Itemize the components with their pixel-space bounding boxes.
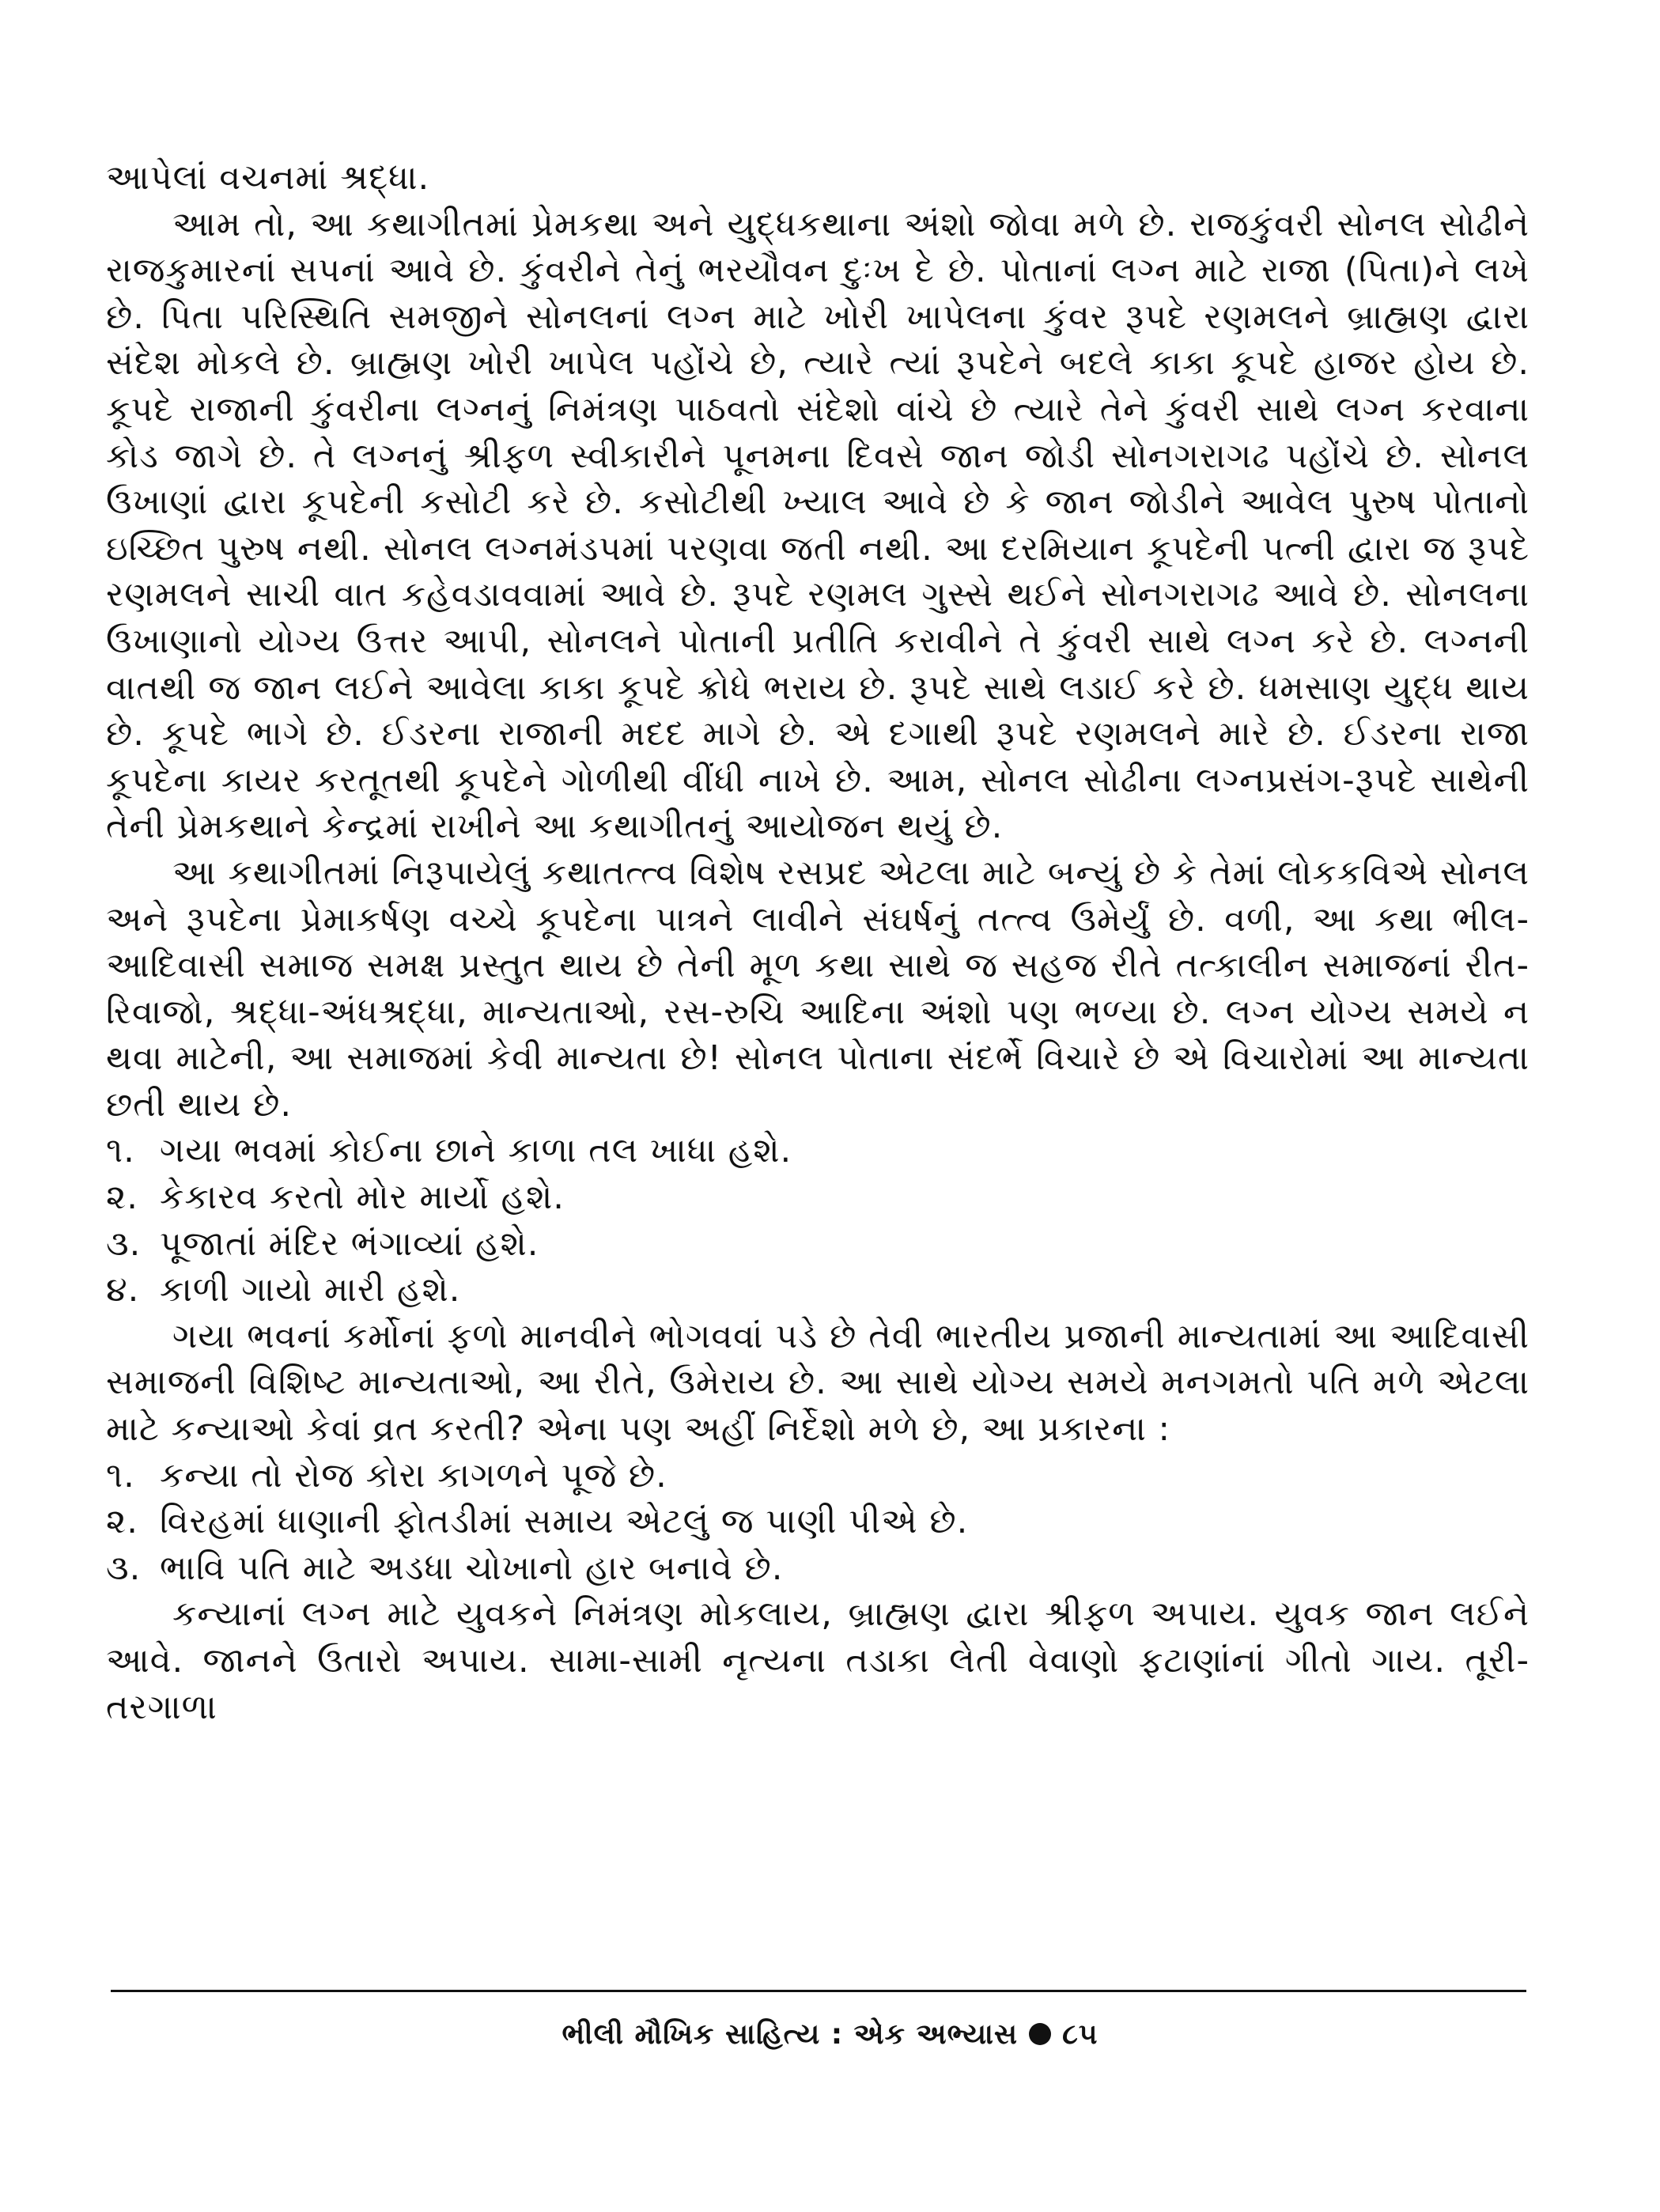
list-item — [106, 1267, 1530, 1314]
page-body — [106, 155, 1530, 1730]
list-item-number: ૨. — [106, 1178, 138, 1218]
list-item — [106, 1128, 1530, 1174]
list-item-number: ૧. — [106, 1455, 135, 1495]
paragraph-continuation: આપેલાં વચનમાં શ્રદ્ધા. — [106, 158, 430, 198]
list-item — [106, 1221, 1530, 1268]
list-item — [106, 1453, 1530, 1499]
list-item-number: ૩. — [106, 1223, 142, 1264]
list-item-text: ગયા ભવમાં કોઈના છાને કાળા તલ ખાધા હશે. — [160, 1131, 792, 1171]
list-item-text: પૂજાતાં મંદિર ભંગાવ્યાં હશે. — [160, 1223, 539, 1264]
paragraph-analysis: આ કથાગીતમાં નિરૂપાયેલું કથાતત્ત્વ વિશેષ રસપ્રદ એટલા માટે બન્યું છે કે તેમાં લોકકવિએ સોનલ અને રૂપદેના પ્રેમાકર્ષણ વચ્ચે કૂપદેના પાત્રને લાવીને સંઘર્ષનું તત્ત્વ ઉમેર્યું છે. વળી, આ કથા ભીલ-આદિવાસી સમાજ સમક્ષ પ્રસ્તુત થાય છે તેની મૂળ કથા સાથે જ સહજ રીતે તત્કાલીન સમાજનાં રીત-રિવાજો, શ્રદ્ધા-અંધશ્રદ્ધા, માન્યતાઓ, રસ-રુચિ આદિના અંશો પણ ભળ્યા છે. લગ્ન યોગ્ય સમયે ન થવા માટેની, આ સમાજમાં કેવી માન્યતા છે! સોનલ પોતાના સંદર્ભે વિચારે છે એ વિચારોમાં આ માન્યતા છતી થાય છે. — [106, 853, 1530, 1125]
list-item-text: વિરહમાં ધાણાની ફોતડીમાં સમાય એટલું જ પાણી પીએ છે. — [160, 1502, 969, 1542]
list-item-text: કાળી ગાયો મારી હશે. — [160, 1270, 461, 1310]
list-item — [106, 1174, 1530, 1221]
paragraph-summary: આમ તો, આ કથાગીતમાં પ્રેમકથા અને યુદ્ધકથાના અંશો જોવા મળે છે. રાજકુંવરી સોનલ સોઢીને રાજકુમારનાં સપનાં આવે છે. કુંવરીને તેનું ભરયૌવન દુઃખ દે છે. પોતાનાં લગ્ન માટે રાજા (પિતા)ને લખે છે. પિતા પરિસ્થિતિ સમજીને સોનલનાં લગ્ન માટે ખોરી ખાપેલના કુંવર રૂપદે રણમલને બ્રાહ્મણ દ્વારા સંદેશ મોકલે છે. બ્રાહ્મણ ખોરી ખાપેલ પહોંચે છે, ત્યારે ત્યાં રૂપદેને બદલે કાકા કૂપદે હાજર હોય છે. કૂપદે રાજાની કુંવરીના લગ્નનું નિમંત્રણ પાઠવતો સંદેશો વાંચે છે ત્યારે તેને કુંવરી સાથે લગ્ન કરવાના કોડ જાગે છે. તે લગ્નનું શ્રીફળ સ્વીકારીને પૂનમના દિવસે જાન જોડી સોનગરાગઢ પહોંચે છે. સોનલ ઉખાણાં દ્વારા કૂપદેની કસોટી કરે છે. કસોટીથી ખ્યાલ આવે છે કે જાન જોડીને આવેલ પુરુષ પોતાનો ઇચ્છિત પુરુષ નથી. સોનલ લગ્નમંડપમાં પરણવા જતી નથી. આ દરમિયાન કૂપદેની પત્ની દ્વારા જ રૂપદે રણમલને સાચી વાત કહેવડાવવામાં આવે છે. રૂપદે રણમલ ગુસ્સે થઈને સોનગરાગઢ આવે છે. સોનલના ઉખાણાનો યોગ્ય ઉત્તર આપી, સોનલને પોતાની પ્રતીતિ કરાવીને તે કુંવરી સાથે લગ્ન કરે છે. લગ્નની વાતથી જ જાન લઈને આવેલા કાકા કૂપદે ક્રોધે ભરાય છે. રૂપદે સાથે લડાઈ કરે છે. ધમસાણ યુદ્ધ થાય છે. કૂપદે ભાગે છે. ઈડરના રાજાની મદદ માગે છે. એ દગાથી રૂપદે રણમલને મારે છે. ઈડરના રાજા કૂપદેના કાયર કરતૂતથી કૂપદેને ગોળીથી વીંધી નાખે છે. આમ, સોનલ સોઢીના લગ્નપ્રસંગ-રૂપદે સાથેની તેની પ્રેમકથાને કેન્દ્રમાં રાખીને આ કથાગીતનું આયોજન થયું છે. — [106, 204, 1530, 847]
footer-divider — [111, 1990, 1526, 1992]
list-item — [106, 1545, 1530, 1592]
paragraph-wedding: કન્યાનાં લગ્ન માટે યુવકને નિમંત્રણ મોકલાય, બ્રાહ્મણ દ્વારા શ્રીફળ અપાય. યુવક જાન લઈને આવે. જાનને ઉતારો અપાય. સામા-સામી નૃત્યના તડાકા લેતી વેવાણો ફટાણાંનાં ગીતો ગાય. તૂરી-તરગાળા — [106, 1594, 1530, 1727]
vows-list — [106, 1453, 1530, 1592]
page-number: ૮૫ — [1062, 2018, 1098, 2051]
list-item-text: ભાવિ પતિ માટે અડધા ચોખાનો હાર બનાવે છે. — [160, 1548, 784, 1588]
list-item-number: ૨. — [106, 1502, 138, 1542]
list-item-number: ૧. — [106, 1131, 135, 1171]
list-item-text: કન્યા તો રોજ કોરા કાગળને પૂજે છે. — [160, 1455, 667, 1495]
bullet-icon — [1029, 2023, 1051, 2045]
list-item-text: કેકારવ કરતો મોર માર્યો હશે. — [160, 1178, 565, 1218]
beliefs-list — [106, 1128, 1530, 1313]
list-item — [106, 1499, 1530, 1545]
book-title: ભીલી મૌખિક સાહિત્ય : એક અભ્યાસ — [562, 2018, 1019, 2051]
paragraph-vows: ગયા ભવનાં કર્મોનાં ફળો માનવીને ભોગવવાં પડે છે તેવી ભારતીય પ્રજાની માન્યતામાં આ આદિવાસી સમાજની વિશિષ્ટ માન્યતાઓ, આ રીતે, ઉમેરાય છે. આ સાથે યોગ્ય સમયે મનગમતો પતિ મળે એટલા માટે કન્યાઓ કેવાં વ્રત કરતી? એના પણ અહીં નિર્દેશો મળે છે, આ પ્રકારના : — [106, 1316, 1530, 1450]
list-item-number: ૩. — [106, 1548, 142, 1588]
list-item-number: ૪. — [106, 1270, 140, 1310]
page-footer — [0, 2018, 1660, 2051]
